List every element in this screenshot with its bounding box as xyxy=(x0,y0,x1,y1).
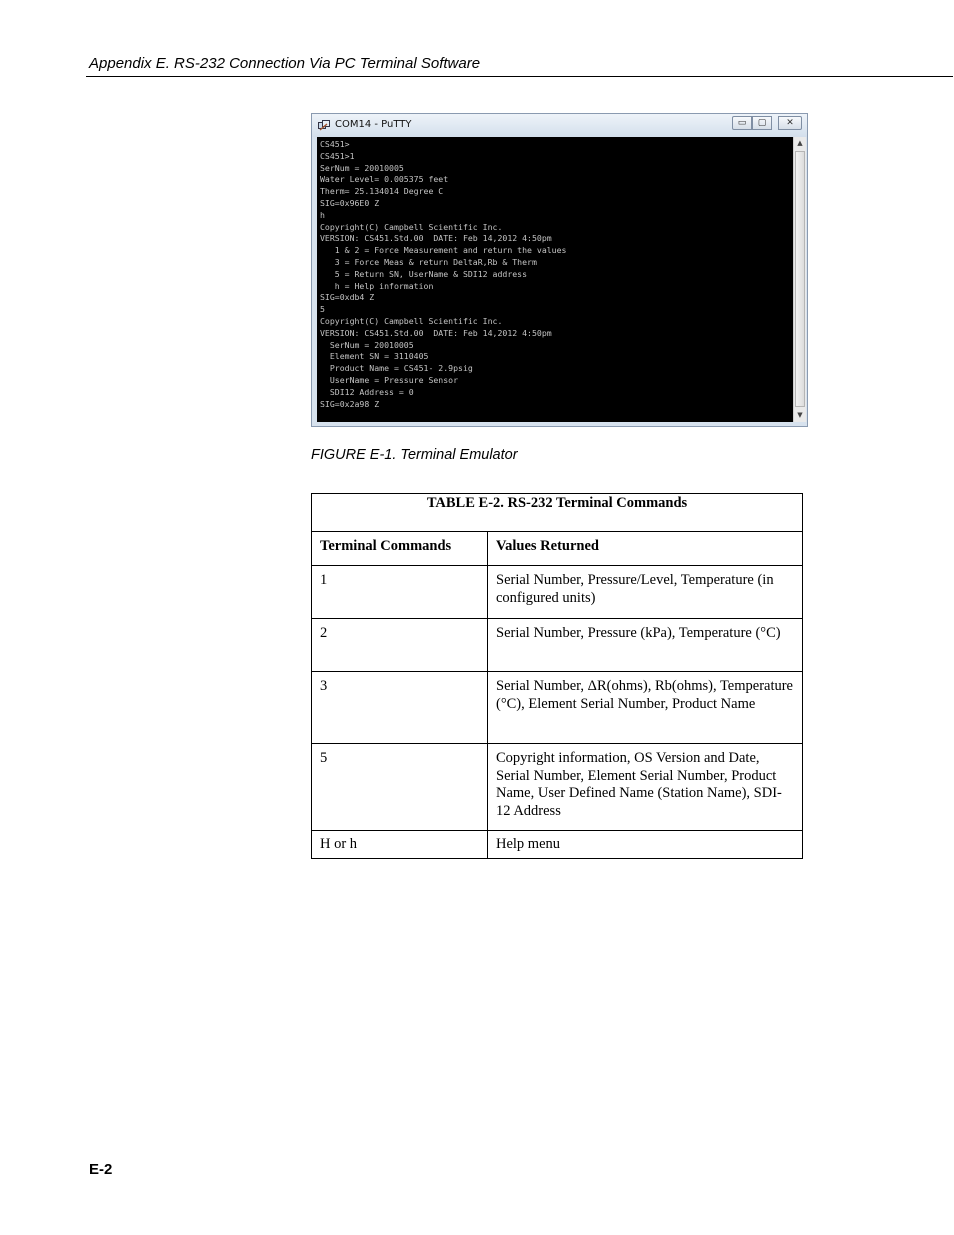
terminal-line: Water Level= 0.005375 feet xyxy=(320,174,449,185)
window-title: COM14 - PuTTY xyxy=(335,119,412,130)
column-header-commands: Terminal Commands xyxy=(312,532,488,566)
terminal-line: h xyxy=(320,209,325,220)
terminal-line: 5 xyxy=(320,304,325,315)
putty-window xyxy=(311,113,808,427)
table-row xyxy=(312,566,803,619)
terminal-line: SIG=0x96E0 Z xyxy=(320,197,380,208)
command-cell: 5 xyxy=(312,744,488,831)
command-cell: 2 xyxy=(312,619,488,672)
values-cell: Serial Number, Pressure/Level, Temperature (in configured units) xyxy=(488,566,803,619)
terminal-line: Copyright(C) Campbell Scientific Inc. xyxy=(320,221,503,232)
maximize-button[interactable]: ▢ xyxy=(752,116,772,130)
terminal-line: SIG=0x2a98 Z xyxy=(320,398,380,409)
terminal-line: SIG=0xdb4 Z xyxy=(320,292,375,303)
minimize-button[interactable]: ▭ xyxy=(732,116,752,130)
page-header: Appendix E. RS-232 Connection Via PC Terminal Software xyxy=(89,55,481,72)
values-cell: Serial Number, Pressure (kPa), Temperature (°C) xyxy=(488,619,803,672)
values-cell: Help menu xyxy=(488,831,803,859)
terminal-line: CS451> xyxy=(320,139,350,149)
window-titlebar[interactable] xyxy=(312,114,807,137)
terminal-line: Copyright(C) Campbell Scientific Inc. xyxy=(320,315,503,326)
header-rule xyxy=(86,76,953,77)
values-cell: Copyright information, OS Version and Date, Serial Number, Element Serial Number, Product Name, User Defined Name (Station Name), SDI-12 Address xyxy=(488,744,803,831)
vertical-scrollbar[interactable] xyxy=(793,137,806,422)
figure-caption: FIGURE E-1. Terminal Emulator xyxy=(311,447,518,463)
column-header-values: Values Returned xyxy=(488,532,803,566)
table-row xyxy=(312,744,803,831)
table-header-row xyxy=(312,532,803,566)
command-cell: 1 xyxy=(312,566,488,619)
terminal-output xyxy=(320,139,566,410)
terminal-screen[interactable] xyxy=(317,137,793,422)
terminal-line: UserName = Pressure Sensor xyxy=(320,374,459,385)
table-row xyxy=(312,831,803,859)
terminal-line: 1 & 2 = Force Measurement and return the values xyxy=(320,245,567,256)
terminal-line: 5 = Return SN, UserName & SDI12 address xyxy=(320,268,528,279)
terminal-line: 3 = Force Meas & return DeltaR,Rb & Therm xyxy=(320,256,537,267)
terminal-line: SerNum = 20010005 xyxy=(320,339,414,350)
table-row xyxy=(312,619,803,672)
table-row xyxy=(312,672,803,744)
terminal-line: SDI12 Address = 0 xyxy=(320,386,414,397)
values-cell: Serial Number, ΔR(ohms), Rb(ohms), Temperature (°C), Element Serial Number, Product Name xyxy=(488,672,803,744)
terminal-line: Product Name = CS451- 2.9psig xyxy=(320,363,473,374)
terminal-line: VERSION: CS451.Std.00 DATE: Feb 14,2012 4:50pm xyxy=(320,233,552,244)
terminal-line: Element SN = 3110405 xyxy=(320,351,429,362)
command-cell: H or h xyxy=(312,831,488,859)
table-title: TABLE E-2. RS-232 Terminal Commands xyxy=(312,494,803,532)
terminal-line: VERSION: CS451.Std.00 DATE: Feb 14,2012 4:50pm xyxy=(320,327,552,338)
scroll-down-icon[interactable]: ▼ xyxy=(797,411,803,419)
close-button[interactable]: ✕ xyxy=(778,116,802,130)
command-cell: 3 xyxy=(312,672,488,744)
scroll-up-icon[interactable]: ▲ xyxy=(797,139,803,147)
terminal-line: h = Help information xyxy=(320,280,434,291)
table-title-row xyxy=(312,494,803,532)
terminal-commands-table xyxy=(311,493,803,859)
page-number: E-2 xyxy=(89,1161,113,1178)
scrollbar-thumb[interactable] xyxy=(795,151,805,407)
terminal-line: SerNum = 20010005 xyxy=(320,162,404,173)
terminal-line: Therm= 25.134014 Degree C xyxy=(320,186,444,197)
putty-icon xyxy=(318,120,330,131)
terminal-line: CS451>1 xyxy=(320,150,355,161)
